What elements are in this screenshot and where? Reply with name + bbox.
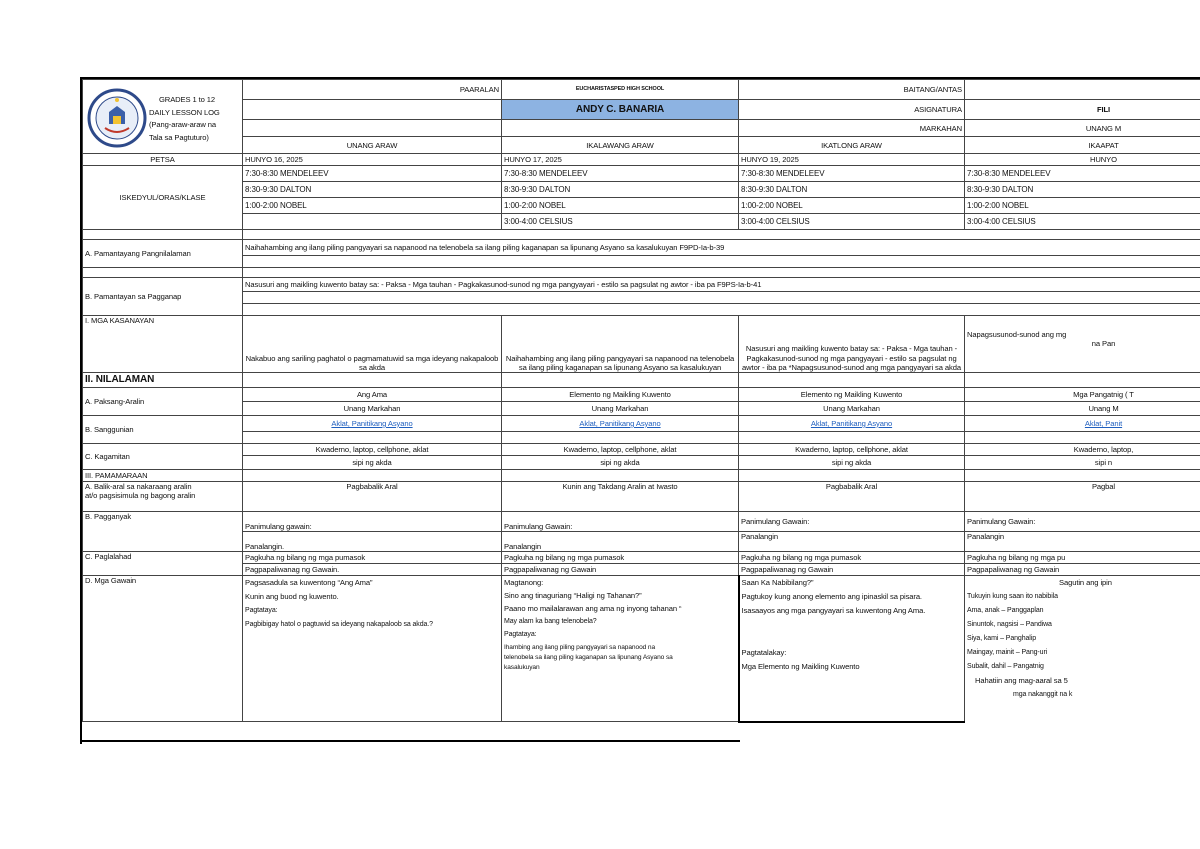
subtitle-line-2: Tala sa Pagtuturo) <box>149 132 209 142</box>
pamantayang-pangnilalaman-text: Naihahambing ang ilang piling pangyayari sa napanood na telenobela sa ilang piling kaganapan sa lipunang Asyano sa kasalukuyan F9PD-Ia-b-39 <box>243 240 1200 256</box>
schedule-cell: 7:30-8:30 MENDELEEV <box>243 166 502 182</box>
schedule-label: ISKEDYUL/ORAS/KLASE <box>83 166 243 230</box>
markahan-day-2: Unang Markahan <box>502 402 739 416</box>
sanggunian-link-2[interactable]: Aklat, Panitikang Asyano <box>502 416 739 432</box>
schedule-cell: 7:30-8:30 MENDELEEV <box>502 166 739 182</box>
schedule-cell: 7:30-8:30 MENDELEEV <box>739 166 965 182</box>
schedule-cell: 1:00-2:00 NOBEL <box>243 198 502 214</box>
balik-aral-day-4: Pagbal <box>965 482 1200 512</box>
panalangin-day-4: Panalangin <box>965 532 1200 552</box>
pamantayan-pagganap-label: B. Pamantayan sa Pagganap <box>83 278 243 316</box>
gawain-day-3 <box>739 576 965 722</box>
daily-lesson-log-label: DAILY LESSON LOG <box>149 107 220 117</box>
paglalahad-label: C. Paglalahad <box>83 552 243 576</box>
day-header-2: IKALAWANG ARAW <box>502 137 739 154</box>
markahan-value: UNANG M <box>965 120 1200 137</box>
markahan-label: MARKAHAN <box>739 120 965 137</box>
sanggunian-link-4[interactable]: Aklat, Panit <box>965 416 1200 432</box>
gawain-d3-line: Mga Elemento ng Maikling Kuwento <box>741 662 860 671</box>
balik-aral-day-3: Pagbabalik Aral <box>739 482 965 512</box>
kagamitan-day-3: Kwaderno, laptop, cellphone, aklat <box>739 444 965 456</box>
panalangin-day-3: Panalangin <box>739 532 965 552</box>
gawain-d4-line: Sinuntok, nagsisi – Pandiwa <box>967 621 1052 628</box>
deped-seal-icon <box>87 88 147 148</box>
baitang-value <box>965 80 1200 100</box>
paaralan-label: PAARALAN <box>243 80 502 100</box>
pagganyak-day-2: Panimulang Gawain: <box>502 512 739 532</box>
paglalahad-day-3: Pagkuha ng bilang ng mga pumasok <box>739 552 965 564</box>
markahan-day-4: Unang M <box>965 402 1200 416</box>
nilalaman-label: II. NILALAMAN <box>83 373 243 388</box>
paliwanag-day-4: Pagpapaliwanag ng Gawain <box>965 564 1200 576</box>
gawain-d2-line: Sino ang tinaguriang “Haligi ng Tahanan?” <box>504 591 642 600</box>
day-header-1: UNANG ARAW <box>243 137 502 154</box>
asignatura-value: FILI <box>965 99 1200 120</box>
schedule-cell: 3:00-4:00 CELSIUS <box>965 214 1200 230</box>
header-block <box>83 80 243 154</box>
gawain-d3-line: Pagtatalakay: <box>741 648 787 657</box>
schedule-cell: 8:30-9:30 DALTON <box>739 182 965 198</box>
sanggunian-link-1[interactable]: Aklat, Panitikang Asyano <box>243 416 502 432</box>
gawain-d2-line: May alam ka bang telenobela? <box>504 618 597 625</box>
balik-aral-label-line-1: A. Balik-aral sa nakaraang aralin <box>85 482 192 491</box>
schedule-cell: 8:30-9:30 DALTON <box>243 182 502 198</box>
gawain-day-1 <box>243 576 502 722</box>
sanggunian-link-3[interactable]: Aklat, Panitikang Asyano <box>739 416 965 432</box>
kasanayan-day-4 <box>965 316 1200 373</box>
schedule-cell: 1:00-2:00 NOBEL <box>502 198 739 214</box>
pamantayan-pagganap-text: Nasusuri ang maikling kuwento batay sa: - Paksa - Mga tauhan - Pagkakasunod-sunod ng mga pangyayari - estilo sa pagsulat ng awtor - iba pa F9PS-Ia-b-41 <box>243 278 1200 292</box>
gawain-d1-line: Pagtataya: <box>245 607 278 614</box>
paliwanag-day-1: Pagpapaliwanag ng Gawain. <box>243 564 502 576</box>
lesson-log-sheet <box>80 77 1200 744</box>
sipi-day-1: sipi ng akda <box>243 456 502 470</box>
paglalahad-day-1: Pagkuha ng bilang ng mga pumasok <box>243 552 502 564</box>
gawain-day-2 <box>502 576 739 722</box>
sheet-bottom-border <box>80 740 740 742</box>
gawain-d1-line: Kunin ang buod ng kuwento. <box>245 592 339 601</box>
kasanayan-day-3: Nasusuri ang maikling kuwento batay sa: - Paksa - Mga tauhan - Pagkakasunod-sunod ng mga pangyayari - estilo sa pagsulat ng awtor - iba pa *Napagsusunod-sunod ang mga pangyayari sa akda <box>739 316 965 373</box>
gawain-d4-line: Subalit, dahil – Pangatnig <box>967 663 1044 670</box>
schedule-cell: 3:00-4:00 CELSIUS <box>502 214 739 230</box>
pagganyak-day-3: Panimulang Gawain: <box>739 512 965 532</box>
subtitle-line-1: (Pang-araw-araw na <box>149 120 216 129</box>
school-name: EUCHARISTASPED HIGH SCHOOL <box>502 80 739 100</box>
paksa-day-3: Elemento ng Maikling Kuwento <box>739 388 965 402</box>
balik-aral-label <box>83 482 243 512</box>
pagganyak-day-4: Panimulang Gawain: <box>965 512 1200 532</box>
gawain-d4-line: Hahatiin ang mag-aaral sa 5 <box>975 676 1068 685</box>
gawain-d4-line: Maingay, mainit – Pang-uri <box>967 649 1048 656</box>
gawain-d4-line: Ama, anak – Panggaplan <box>967 607 1044 614</box>
grades-label: GRADES 1 to 12 <box>159 95 216 104</box>
gawain-d1-line: Pagsasadula sa kuwentong “Ang Ama” <box>245 578 373 587</box>
sipi-day-3: sipi ng akda <box>739 456 965 470</box>
schedule-cell: 3:00-4:00 CELSIUS <box>739 214 965 230</box>
gawain-d2-line: Ihambing ang ilang piling pangyayari sa napanood na <box>504 644 656 651</box>
baitang-label: BAITANG/ANTAS <box>739 80 965 100</box>
gawain-label: D. Mga Gawain <box>83 576 243 722</box>
markahan-day-1: Unang Markahan <box>243 402 502 416</box>
schedule-cell: 8:30-9:30 DALTON <box>502 182 739 198</box>
balik-aral-label-line-2: at/o pagsisimula ng bagong aralin <box>85 491 196 501</box>
kagamitan-day-1: Kwaderno, laptop, cellphone, aklat <box>243 444 502 456</box>
sanggunian-label: B. Sanggunian <box>83 416 243 444</box>
kagamitan-day-4: Kwaderno, laptop, <box>965 444 1200 456</box>
gawain-day-4 <box>965 576 1200 722</box>
gawain-d2-line: kasalukuyan <box>504 664 540 671</box>
balik-aral-day-1: Pagbabalik Aral <box>243 482 502 512</box>
schedule-cell <box>243 214 502 230</box>
lesson-log-table <box>82 79 1200 723</box>
paliwanag-day-3: Pagpapaliwanag ng Gawain <box>739 564 965 576</box>
gawain-d4-line: Siya, kami – Panghalip <box>967 635 1037 642</box>
balik-aral-day-2: Kunin ang Takdang Aralin at Iwasto <box>502 482 739 512</box>
gawain-d4-line: mga nakanggit na k <box>1013 691 1073 698</box>
schedule-cell: 1:00-2:00 NOBEL <box>965 198 1200 214</box>
paksa-aralin-label: A. Paksang-Aralin <box>83 388 243 416</box>
blank-cell <box>502 120 739 137</box>
schedule-cell: 7:30-8:30 MENDELEEV <box>965 166 1200 182</box>
date-1: HUNYO 16, 2025 <box>243 154 502 166</box>
day-header-4: IKAAPAT <box>965 137 1200 154</box>
gawain-d4-line: Tukuyin kung saan ito nabibila <box>967 593 1058 600</box>
pagganyak-day-1: Panimulang gawain: <box>243 512 502 532</box>
date-2: HUNYO 17, 2025 <box>502 154 739 166</box>
paksa-day-2: Elemento ng Maikling Kuwento <box>502 388 739 402</box>
day-header-3: IKATLONG ARAW <box>739 137 965 154</box>
paglalahad-day-4: Pagkuha ng bilang ng mga pu <box>965 552 1200 564</box>
gawain-d2-line: Pagtataya: <box>504 631 537 638</box>
kasanayan-day-2: Naihahambing ang ilang piling pangyayari sa napanood na telenobela sa ilang piling kaganapan sa lipunang Asyano sa kasalukuyan <box>502 316 739 373</box>
gawain-d3-line: Pagtukoy kung anong elemento ang ipinaskil sa pisara. <box>741 592 922 601</box>
gawain-d2-line: telenobela sa ilang piling kaganapan sa lipunang Asyano sa <box>504 654 673 661</box>
asignatura-label: ASIGNATURA <box>739 99 965 120</box>
kagamitan-day-2: Kwaderno, laptop, cellphone, aklat <box>502 444 739 456</box>
sipi-day-4: sipi n <box>965 456 1200 470</box>
kagamitan-label: C. Kagamitan <box>83 444 243 470</box>
blank-cell <box>243 120 502 137</box>
date-3: HUNYO 19, 2025 <box>739 154 965 166</box>
gawain-d3-line: Isasaayos ang mga pangyayari sa kuwentong Ang Ama. <box>741 606 926 615</box>
pamamaraan-label: III. PAMAMARAAN <box>83 470 243 482</box>
date-4: HUNYO <box>965 154 1200 166</box>
gawain-d2-line: Paano mo mailalarawan ang ama ng inyong tahanan “ <box>504 604 682 613</box>
gawain-d3-line: Saan Ka Nabibilang?” <box>741 578 814 587</box>
sipi-day-2: sipi ng akda <box>502 456 739 470</box>
kasanayan-day-4-line-1: Napagsusunod-sunod ang mg <box>967 330 1067 339</box>
paglalahad-day-2: Pagkuha ng bilang ng mga pumasok <box>502 552 739 564</box>
panalangin-day-2: Panalangin <box>502 532 739 552</box>
gawain-d2-line: Magtanong: <box>504 578 544 587</box>
markahan-day-3: Unang Markahan <box>739 402 965 416</box>
guro-blank <box>243 99 502 120</box>
pamantayang-pangnilalaman-label: A. Pamantayang Pangnilalaman <box>83 240 243 268</box>
teacher-name: ANDY C. BANARIA <box>502 99 739 120</box>
kasanayan-day-4-line-2: na Pan <box>1091 339 1116 349</box>
schedule-cell: 1:00-2:00 NOBEL <box>739 198 965 214</box>
kasanayan-label: I. MGA KASANAYAN <box>83 316 243 373</box>
paksa-day-4: Mga Pangatnig ( T <box>965 388 1200 402</box>
pagganyak-label: B. Pagganyak <box>83 512 243 552</box>
kasanayan-day-1: Nakabuo ang sariling paghatol o pagmamatuwid sa mga ideyang nakapaloob sa akda <box>243 316 502 373</box>
paksa-day-1: Ang Ama <box>243 388 502 402</box>
paliwanag-day-2: Pagpapaliwanag ng Gawain <box>502 564 739 576</box>
schedule-cell: 8:30-9:30 DALTON <box>965 182 1200 198</box>
gawain-d4-line: Sagutin ang ipin <box>1059 578 1112 587</box>
gawain-d1-line: Pagbibigay hatol o pagtuwid sa ideyang nakapaloob sa akda.? <box>245 621 433 628</box>
panalangin-day-1: Panalangin. <box>243 532 502 552</box>
petsa-label: PETSA <box>83 154 243 166</box>
